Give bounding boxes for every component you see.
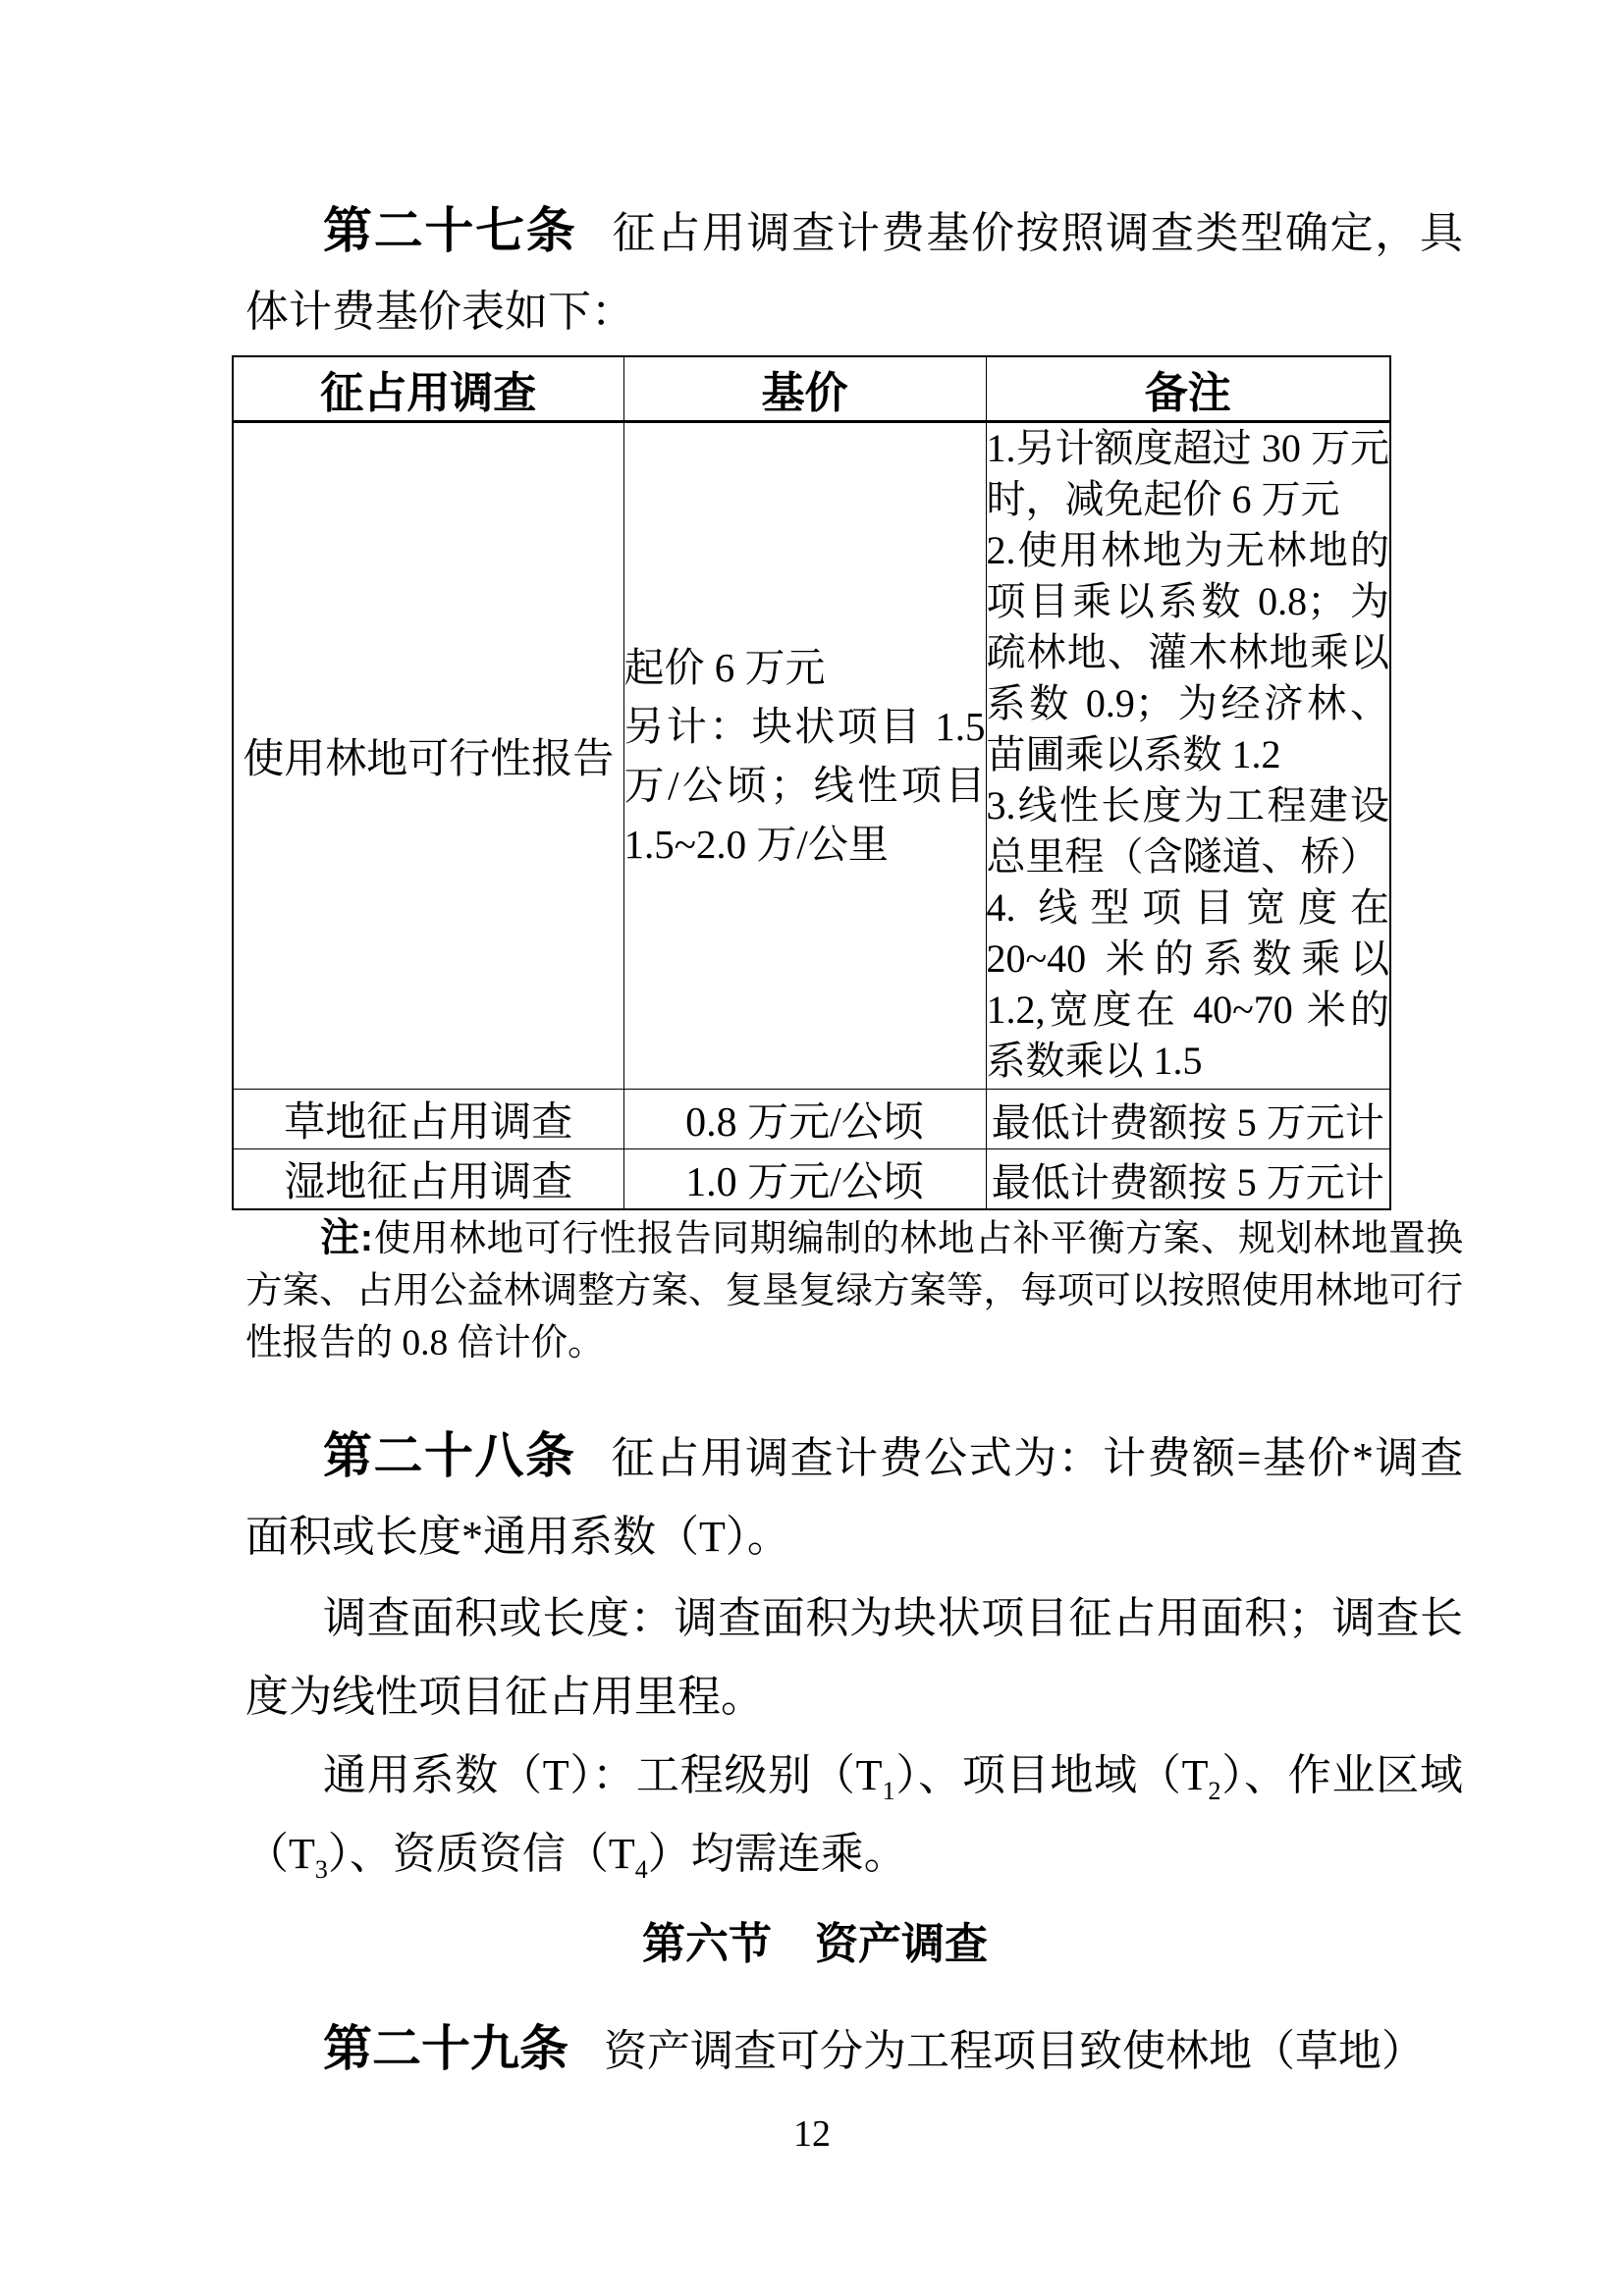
remark-item-3: 3.线性长度为工程建设总里程（含隧道、桥） — [986, 783, 1389, 879]
table-header-row — [233, 356, 1390, 422]
pricing-table — [232, 355, 1391, 1210]
paragraph-article-29 — [245, 2009, 1463, 2091]
table-row-wetland — [233, 1149, 1390, 1210]
cell-grassland-remark: 最低计费额按 5 万元计 — [986, 1090, 1390, 1149]
price-line-base: 起价 6 万元 — [623, 645, 826, 690]
price-line-extra: 另计：块状项目 1.5 万/公顷；线性项目 1.5~2.0 万/公里 — [623, 704, 986, 867]
article-29-text: 资产调查可分为工程项目致使林地（草地） — [604, 2027, 1425, 2075]
paragraph-survey-area: 调查面积或长度：调查面积为块状项目征占用面积；调查长度为线性项目征占用里程。 — [245, 1594, 1463, 1721]
remark-item-4: 4. 线型项目宽度在 20~40 米的系数乘以 1.2,宽度在 40~70 米的系数乘以 1.5 — [986, 885, 1389, 1083]
cell-grassland-price: 0.8 万元/公顷 — [623, 1090, 986, 1149]
paragraph-article-28 — [245, 1416, 1463, 1576]
article-28-text: 征占用调查计费公式为：计费额=基价*调查面积或长度*通用系数（T）。 — [245, 1434, 1463, 1561]
article-27-text: 征占用调查计费基价按照调查类型确定，具体计费基价表如下： — [245, 209, 1464, 336]
cell-forest-report-price — [623, 422, 986, 1090]
table-row-forest-report — [233, 422, 1390, 1090]
cell-grassland-name: 草地征占用调查 — [233, 1090, 623, 1149]
header-cell-base-price: 基价 — [623, 356, 986, 422]
document-content — [245, 0, 1463, 2091]
table-footnote — [245, 1212, 1463, 1369]
paragraph-article-27 — [245, 191, 1463, 351]
article-29-number: 第二十九条 — [323, 2021, 568, 2076]
table-row-grassland — [233, 1090, 1390, 1149]
cell-wetland-name: 湿地征占用调查 — [233, 1149, 623, 1210]
article-27-number: 第二十七条 — [323, 203, 577, 258]
footnote-label: 注: — [320, 1216, 374, 1259]
header-cell-survey-type: 征占用调查 — [233, 356, 623, 422]
section-6-heading: 第六节 资产调查 — [642, 1920, 988, 1968]
cell-wetland-price: 1.0 万元/公顷 — [623, 1149, 986, 1210]
footnote-text: 使用林地可行性报告同期编制的林地占补平衡方案、规划林地置换方案、占用公益林调整方案、复垦复绿方案等，每项可以按照使用林地可行性报告的 0.8 倍计价。 — [245, 1219, 1463, 1363]
header-cell-remarks: 备注 — [986, 356, 1390, 422]
remark-item-1: 1.另计额度超过 30 万元时，减免起价 6 万元 — [986, 426, 1389, 521]
page-number: 12 — [793, 2113, 831, 2155]
paragraph-general-coefficient: 通用系数（T）：工程级别$(T_1)$、项目地域$(T_2)$、作业区域$(T_3)$、资质资信$(T_4)$均需连乘。 — [245, 1751, 1463, 1884]
cell-wetland-remark: 最低计费额按 5 万元计 — [986, 1149, 1390, 1210]
article-28-number: 第二十八条 — [323, 1428, 576, 1483]
remark-item-2: 2.使用林地为无林地的项目乘以系数 0.8；为疏林地、灌木林地乘以系数 0.9；为经济林、苗圃乘以系数 1.2 — [986, 528, 1389, 776]
cell-forest-report-remarks — [986, 422, 1390, 1090]
cell-forest-report-name: 使用林地可行性报告 — [233, 422, 623, 1090]
